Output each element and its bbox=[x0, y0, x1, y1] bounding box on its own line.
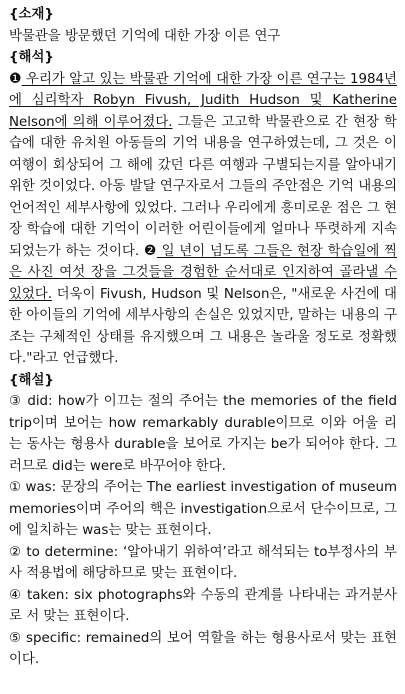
translation-text-2: 더욱이 Fivush, Hudson 및 Nelson은, "새로운 사건에 대한 아이들의 기억에 세부사항의 손실은 있었지만, 말하는 내용의 구조는 구체적인 상태를 유지했으며 그 내용은 놀라울 정도로 정확했다."라고 언급했다. bbox=[9, 286, 397, 366]
explanation-item-3: ③ did: how가 이끄는 절의 주어는 the memories of the field trip이며 보어는 how remarkably durable이므로 이와 어울 리는 동사는 형용사 durable을 보어로 가지는 be가 되어야 한다. 그러므로 did는 were로 바꾸어야 한다. bbox=[9, 394, 397, 474]
marker-1: ❶ bbox=[9, 70, 22, 87]
explanation-item-4: ④ taken: six photographs와 수동의 관계를 나타내는 과거분사로 서 맞는 표현이다. bbox=[9, 587, 397, 624]
explanation-heading: {해설} bbox=[9, 372, 54, 388]
underlined-sentence-2: 일 년이 넘도록 그들은 현장 학습일에 찍은 사진 여섯 장을 그것들을 경험한 순서대로 인지하여 골라낼 수 있었다. bbox=[9, 243, 397, 302]
translation-text-1: 그들은 고고학 박물관으로 간 현장 학습에 대한 유치원 아동들의 기억 내용을 연구하였는데, 그 것은 이 여행이 회상되어 그 해에 갔던 다른 여행과 구별되는지를 알아내기 위한 것이었다. 아동 발달 연구자로서 그들의 주안점은 기억 내용의 언어적인 세부사항에 있었다. 그러나 우리에게 흥미로운 점은 그 현장 학습에 대한 기억이 이러한 어린이들에게 얼마나 뚜렷하게 지속되었는가 하는 것이다. bbox=[9, 114, 397, 259]
topic-text: 박물관을 방문했던 기억에 대한 가장 이른 연구 bbox=[9, 28, 281, 44]
underlined-sentence-1: 우리가 알고 있는 박물관 기억에 대한 가장 이른 연구는 1984년에 심리학자 Robyn Fivush, Judith Hudson 및 Katherine Nelson에 의해 이루어졌다. bbox=[9, 71, 397, 130]
topic-heading: {소재} bbox=[9, 7, 54, 22]
explanation-item-5: ⑤ specific: remained의 보어 역할을 하는 형용사로서 맞는 표현 이다. bbox=[9, 630, 397, 667]
explanation-item-2: ② to determine: ‘알아내기 위하여’라고 해석되는 to부정사의 부사 적용법에 해당하므로 맞는 표현이다. bbox=[9, 544, 397, 581]
translation-heading: {해석} bbox=[9, 50, 54, 65]
explanation-item-1: ① was: 문장의 주어는 The earliest investigation of museum memories이며 주어의 핵은 investigation으로서 단수이므로, 그에 일치하는 was는 맞는 표현이다. bbox=[9, 480, 397, 538]
translation-paragraph bbox=[9, 69, 397, 370]
marker-2: ❷ bbox=[143, 242, 157, 259]
